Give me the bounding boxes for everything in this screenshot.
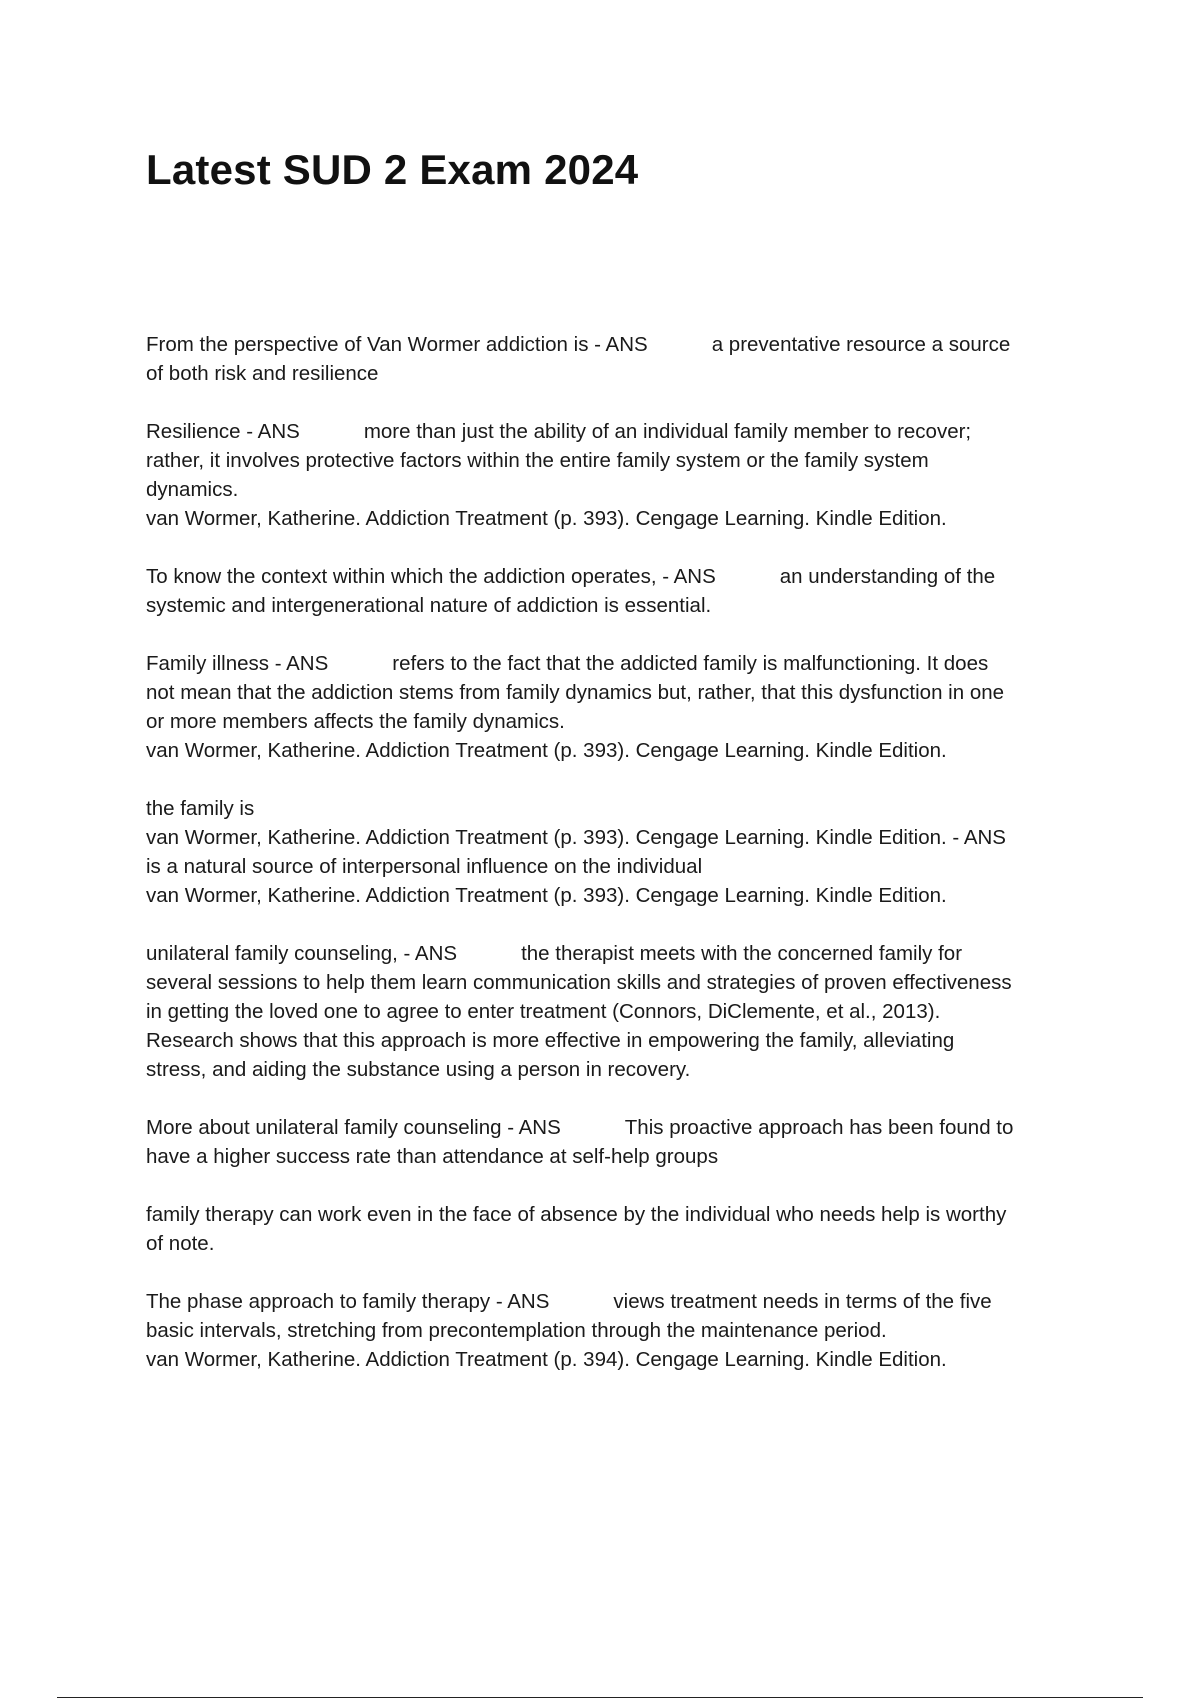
question-text: unilateral family counseling, - ANS [146, 942, 458, 965]
answer-text: the therapist meets with the concerned family for [521, 942, 963, 965]
qa-entry [146, 1287, 1086, 1374]
answer-text: This proactive approach has been found to [624, 1116, 1014, 1139]
qa-entry [146, 1200, 1086, 1258]
page-title: Latest SUD 2 Exam 2024 [146, 146, 639, 193]
entry-line: family therapy can work even in the face of absence by the individual who needs help is worthy [146, 1203, 1007, 1226]
qa-entry [146, 1113, 1086, 1171]
entry-line: stress, and aiding the substance using a person in recovery. [146, 1058, 691, 1081]
question-text: The phase approach to family therapy - ANS [146, 1290, 550, 1313]
footer-divider [57, 1697, 1143, 1698]
entry-line: systemic and intergenerational nature of addiction is essential. [146, 594, 712, 617]
entry-line [146, 330, 1086, 359]
entry-line: the family is [146, 797, 255, 820]
question-text: Family illness - ANS [146, 652, 329, 675]
qa-entry [146, 417, 1086, 533]
entry-line: van Wormer, Katherine. Addiction Treatment (p. 393). Cengage Learning. Kindle Edition. - ANS [146, 826, 1006, 849]
entry-line: dynamics. [146, 478, 239, 501]
answer-text: more than just the ability of an individual family member to recover; [363, 420, 972, 443]
entry-line: basic intervals, stretching from precontemplation through the maintenance period. [146, 1319, 887, 1342]
qa-entry [146, 649, 1086, 765]
entry-line: is a natural source of interpersonal influence on the individual [146, 855, 703, 878]
answer-text: refers to the fact that the addicted family is malfunctioning. It does [392, 652, 989, 675]
entry-line: several sessions to help them learn communication skills and strategies of proven effectiveness [146, 971, 1012, 994]
entry-line: van Wormer, Katherine. Addiction Treatment (p. 393). Cengage Learning. Kindle Edition. [146, 507, 947, 530]
entry-line: Research shows that this approach is more effective in empowering the family, alleviating [146, 1029, 955, 1052]
entry-line: have a higher success rate than attendance at self-help groups [146, 1145, 719, 1168]
entry-line: of both risk and resilience [146, 362, 379, 385]
entry-line: rather, it involves protective factors within the entire family system or the family system [146, 449, 929, 472]
entry-line [146, 1113, 1086, 1142]
answer-text: views treatment needs in terms of the five [613, 1290, 992, 1313]
entry-line [146, 562, 1086, 591]
entry-line: van Wormer, Katherine. Addiction Treatment (p. 393). Cengage Learning. Kindle Edition. [146, 739, 947, 762]
qa-entry [146, 562, 1086, 620]
entry-line: in getting the loved one to agree to enter treatment (Connors, DiClemente, et al., 2013). [146, 1000, 941, 1023]
entry-line [146, 649, 1086, 678]
answer-text: a preventative resource a source [711, 333, 1011, 356]
entry-line: or more members affects the family dynamics. [146, 710, 565, 733]
entry-line: not mean that the addiction stems from family dynamics but, rather, that this dysfunction in one [146, 681, 1005, 704]
entry-line: van Wormer, Katherine. Addiction Treatment (p. 394). Cengage Learning. Kindle Edition. [146, 1348, 947, 1371]
entry-line [146, 939, 1086, 968]
question-text: To know the context within which the addiction operates, - ANS [146, 565, 716, 588]
entry-line [146, 417, 1086, 446]
entry-line: van Wormer, Katherine. Addiction Treatment (p. 393). Cengage Learning. Kindle Edition. [146, 884, 947, 907]
qa-entries [146, 330, 1086, 1403]
answer-text: an understanding of the [779, 565, 996, 588]
qa-entry [146, 794, 1086, 910]
question-text: More about unilateral family counseling - ANS [146, 1116, 561, 1139]
entry-line: of note. [146, 1232, 215, 1255]
question-text: From the perspective of Van Wormer addiction is - ANS [146, 333, 648, 356]
qa-entry [146, 939, 1086, 1084]
entry-line [146, 1287, 1086, 1316]
qa-entry [146, 330, 1086, 388]
question-text: Resilience - ANS [146, 420, 300, 443]
